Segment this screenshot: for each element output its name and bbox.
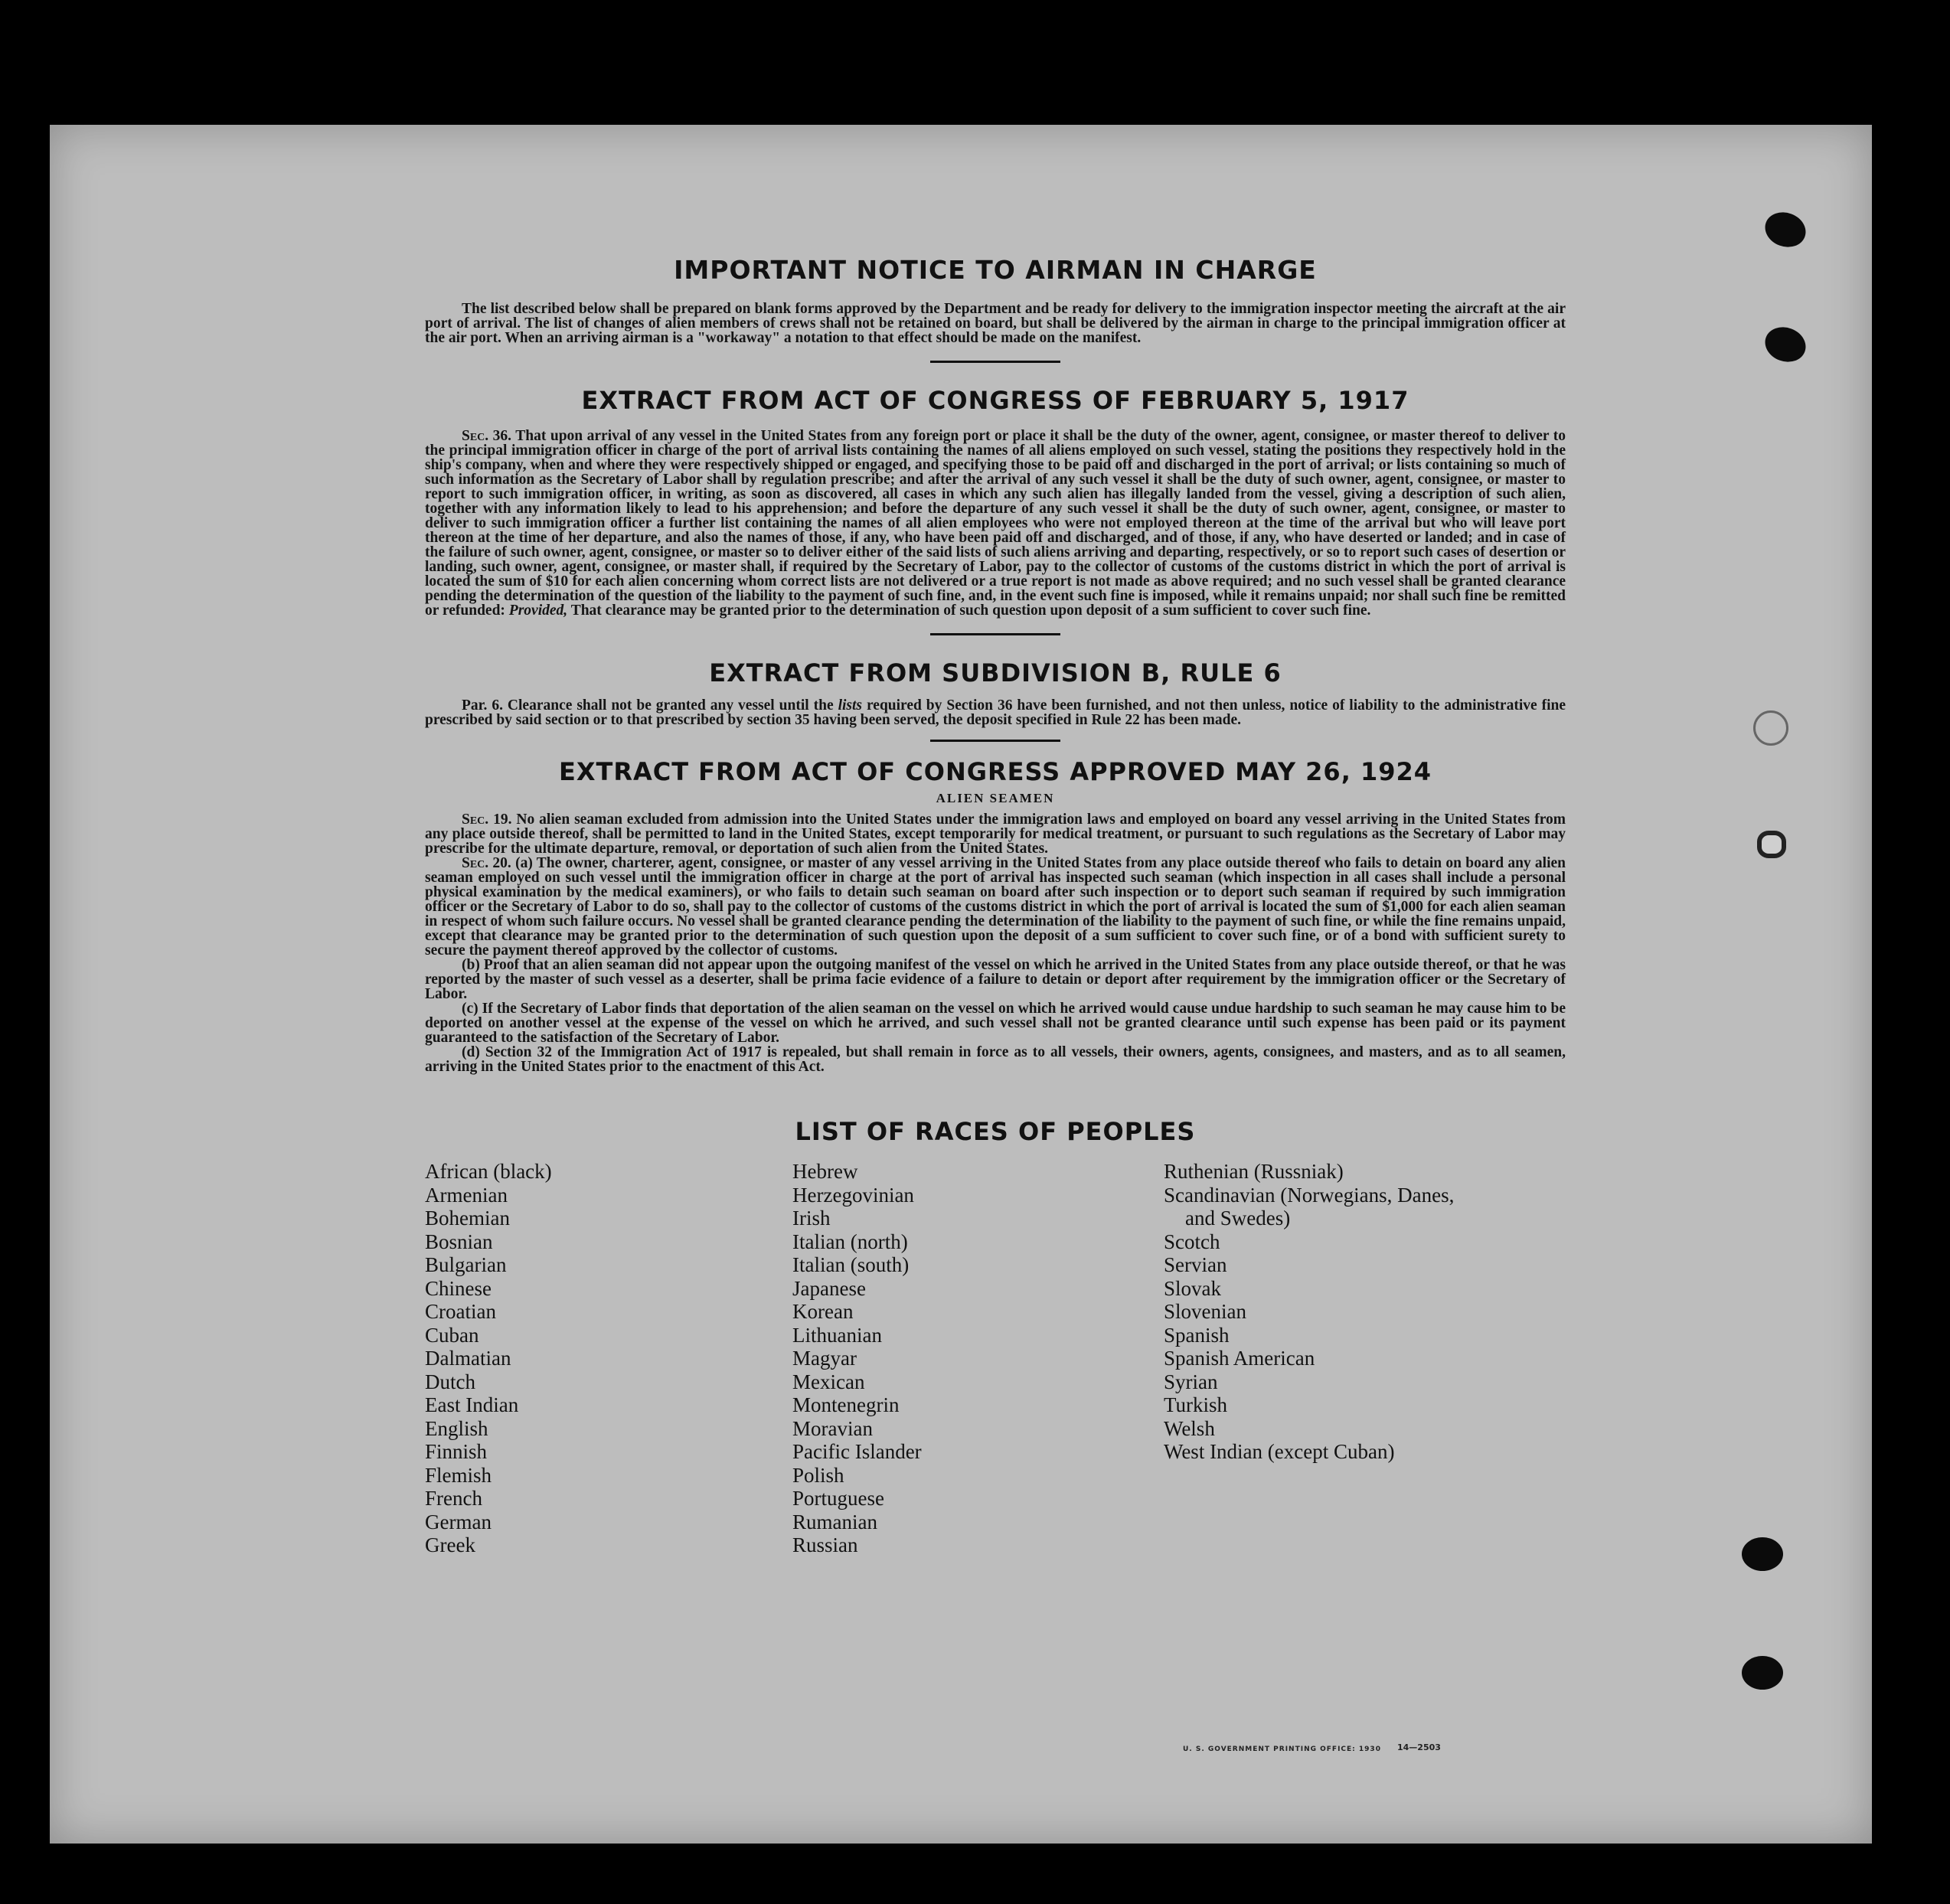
rule6-italic: lists <box>838 697 863 714</box>
race-item: French <box>425 1487 482 1510</box>
race-item: Bohemian <box>425 1207 510 1230</box>
races-title: LIST OF RACES OF PEOPLES <box>795 1117 1196 1146</box>
rule6-title: EXTRACT FROM SUBDIVISION B, RULE 6 <box>709 658 1282 687</box>
sec20a-body: (a) The owner, charterer, agent, consignee, or master of any vessel arriving in the United States from any place outside thereof who fails to detain on board any alien seaman employed on such vessel until the immigration officer in charge at the port of arrival has inspected such seaman (which inspection in all cases shall include a personal physical examination by the medical examiners), or who fails to detain such seaman on board after such inspection or to deport such seaman if required by such immigration officer or the Secretary of Labor to do so, shall pay to the collector of customs of the customs district in which the port of arrival is located the sum of $1,000 for each alien seaman in respect of whom such failure occurs. No vessel shall be granted clearance pending the determination of the liability to the payment of such fine, or while the fine remains unpaid, except that clearance may be granted prior to the determination of such question upon the deposit of a sum sufficient to cover such fine, or of a bond with sufficient surety to secure the payment thereof approved by the collector of customs. <box>425 855 1566 959</box>
race-item: Dalmatian <box>425 1347 511 1370</box>
rule6-text-before: Par. 6. Clearance shall not be granted any vessel until the <box>462 697 834 714</box>
race-item: and Swedes) <box>1185 1207 1291 1230</box>
race-item: Scotch <box>1164 1230 1220 1253</box>
race-item: Italian (south) <box>792 1253 910 1276</box>
races-list <box>425 1160 1566 1589</box>
race-item: Scandinavian (Norwegians, Danes, <box>1164 1183 1455 1207</box>
race-item: Syrian <box>1164 1370 1218 1393</box>
race-item: Irish <box>792 1207 831 1230</box>
race-item: Korean <box>792 1300 854 1323</box>
race-item: Bulgarian <box>425 1253 507 1276</box>
race-item: Slovenian <box>1164 1300 1246 1323</box>
divider <box>930 361 1060 363</box>
document-body <box>425 255 1566 1589</box>
race-item: Russian <box>792 1533 858 1556</box>
sec20c-text: (c) If the Secretary of Labor finds that deportation of the alien seaman on the vessel on which he arrived would cause undue hardship to such seaman he may cause him to be deported on another vessel at the expense of the vessel on which he arrived, and such vessel shall not be granted clearance until such expense has been paid or its payment guaranteed to the satisfaction of the Secretary of Labor. <box>425 1001 1566 1046</box>
sec19-text <box>425 812 1566 856</box>
race-item: Flemish <box>425 1463 492 1487</box>
punch-hole-ring <box>1753 710 1788 746</box>
race-item: Armenian <box>425 1183 508 1207</box>
document-sheet <box>50 125 1872 1844</box>
race-item: Bosnian <box>425 1230 493 1253</box>
race-item: Moravian <box>792 1416 873 1440</box>
race-item: Dutch <box>425 1370 475 1393</box>
proviso-italic: Provided, <box>508 603 568 619</box>
race-item: Hebrew <box>792 1160 858 1183</box>
races-column-2 <box>792 1160 922 1557</box>
race-item: Spanish American <box>1164 1347 1315 1370</box>
act1924-subtitle: ALIEN SEAMEN <box>936 791 1055 805</box>
race-item: Portuguese <box>792 1487 884 1510</box>
punch-hole <box>1742 1537 1783 1571</box>
punch-hole-ring <box>1757 831 1786 858</box>
notice-title: IMPORTANT NOTICE TO AIRMAN IN CHARGE <box>674 255 1317 285</box>
race-item: Greek <box>425 1533 475 1556</box>
punch-hole <box>1742 1656 1783 1690</box>
race-item: Montenegrin <box>792 1393 900 1416</box>
sec20a-text <box>425 856 1566 958</box>
printer-imprint: U. S. GOVERNMENT PRINTING OFFICE: 1930 <box>1183 1746 1381 1753</box>
rule6-text-after: required by Section 36 have been furnished, and not then unless, notice of liability to the administrative fine prescribed by said section or to that prescribed by section 35 having been served, the deposit specified in Rule 22 has been made. <box>425 697 1566 728</box>
race-item: English <box>425 1416 488 1440</box>
divider <box>930 740 1060 742</box>
section-label: Sec. 19. <box>462 812 512 828</box>
race-item: Welsh <box>1164 1416 1215 1440</box>
notice-text: The list described below shall be prepared on blank forms approved by the Department and be ready for delivery to the immigration inspector meeting the aircraft at the air port of arrival. The list of changes of alien members of crews shall not be retained on board, but shall be delivered by the airman in charge to the principal immigration officer at the air port. When an arriving airman is a "workaway" a notation to that effect should be made on the manifest. <box>425 301 1566 346</box>
race-item: Japanese <box>792 1276 866 1300</box>
race-item: Magyar <box>792 1347 857 1370</box>
race-item: Servian <box>1164 1253 1227 1276</box>
race-item: Polish <box>792 1463 844 1487</box>
act1917-title: EXTRACT FROM ACT OF CONGRESS OF FEBRUARY 5, 1917 <box>581 386 1409 415</box>
race-item: African (black) <box>425 1160 552 1183</box>
race-item: Pacific Islander <box>792 1440 922 1463</box>
race-item: Lithuanian <box>792 1323 882 1347</box>
act1917-body: That upon arrival of any vessel in the United States from any foreign port or place it shall be the duty of the owner, agent, consignee, or master thereof to deliver to the principal immigration officer in charge of the port of arrival lists containing the names of all aliens employed on such vessel, stating the positions they respectively hold in the ship's company, when and where they were respectively shipped or engaged, and specifying those to be paid off and discharged in the port of arrival; or lists containing so much of such information as the Secretary of Labor shall by regulation prescribe; and after the arrival of any such vessel it shall be the duty of such owner, agent, consignee, or master to report to such immigration officer, in writing, as soon as discovered, all cases in which any such alien has illegally landed from the vessel, giving a description of such alien, together with any information likely to lead to his apprehension; and before the departure of any such vessel it shall be the duty of such owner, agent, consignee, or master to deliver to such immigration officer a further list containing the names of all alien employees who were not employed thereon at the time of the arrival but who will leave port thereon at the time of her departure, and also the names of those, if any, who have been paid off and discharged, and of those, if any, who have deserted or landed; and in case of the failure of such owner, agent, consignee, or master so to deliver either of the said lists of such aliens arriving and departing, respectively, or so to report such cases of desertion or landing, such owner, agent, consignee, or master shall, if required by the Secretary of Labor, pay to the collector of customs of the customs district in which the port of arrival is located the sum of $10 for each alien concerning whom correct lists are not delivered or a true report is not made as above required; and no such vessel shall be granted clearance pending the determination of the question of the liability to the payment of such fine, and, in the event such fine is imposed, while it remains unpaid; nor shall such fine be remitted or refunded: <box>425 428 1566 619</box>
rule6-text <box>425 698 1566 727</box>
sec20b-text: (b) Proof that an alien seaman did not appear upon the outgoing manifest of the vessel on which he arrived in the United States from any place outside thereof, or that he was reported by the master of such vessel as a deserter, shall be prima facie evidence of a failure to detain or deport after requirement by the immigration officer or the Secretary of Labor. <box>425 957 1566 1002</box>
race-item: West Indian (except Cuban) <box>1164 1440 1395 1463</box>
section-label: Sec. 36. <box>462 428 512 444</box>
race-item: Cuban <box>425 1323 479 1347</box>
races-column-3 <box>1164 1160 1454 1464</box>
race-item: Mexican <box>792 1370 865 1393</box>
sec19-body: No alien seaman excluded from admission into the United States under the immigration laws and employed on board any vessel arriving in the United States from any place outside thereof, shall be permitted to land in the United States, except temporarily for medical treatment, or pursuant to such regulations as the Secretary of Labor may prescribe for the ultimate departure, removal, or deportation of such alien from the United States. <box>425 812 1566 857</box>
race-item: Herzegovinian <box>792 1183 914 1207</box>
race-item: East Indian <box>425 1393 519 1416</box>
race-item: Turkish <box>1164 1393 1228 1416</box>
divider <box>930 633 1060 635</box>
race-item: Chinese <box>425 1276 492 1300</box>
form-number: 14—2503 <box>1397 1742 1441 1752</box>
act1924-title: EXTRACT FROM ACT OF CONGRESS APPROVED MAY 26, 1924 <box>558 757 1432 786</box>
punch-hole <box>1760 322 1811 367</box>
proviso-text: That clearance may be granted prior to the determination of such question upon deposit of a sum sufficient to cover such fine. <box>570 603 1371 619</box>
race-item: Croatian <box>425 1300 496 1323</box>
races-column-1 <box>425 1160 552 1557</box>
sec20d-text: (d) Section 32 of the Immigration Act of 1917 is repealed, but shall remain in force as to all vessels, their owners, agents, consignees, and masters, and as to all seamen, arriving in the United States prior to the enactment of this Act. <box>425 1044 1566 1075</box>
race-item: German <box>425 1510 492 1533</box>
race-item: Spanish <box>1164 1323 1230 1347</box>
race-item: Italian (north) <box>792 1230 908 1253</box>
race-item: Rumanian <box>792 1510 877 1533</box>
act1917-text <box>425 429 1566 618</box>
punch-hole <box>1760 207 1811 253</box>
section-label: Sec. 20. <box>462 855 511 871</box>
race-item: Finnish <box>425 1440 488 1463</box>
race-item: Ruthenian (Russniak) <box>1164 1160 1344 1183</box>
race-item: Slovak <box>1164 1276 1222 1300</box>
